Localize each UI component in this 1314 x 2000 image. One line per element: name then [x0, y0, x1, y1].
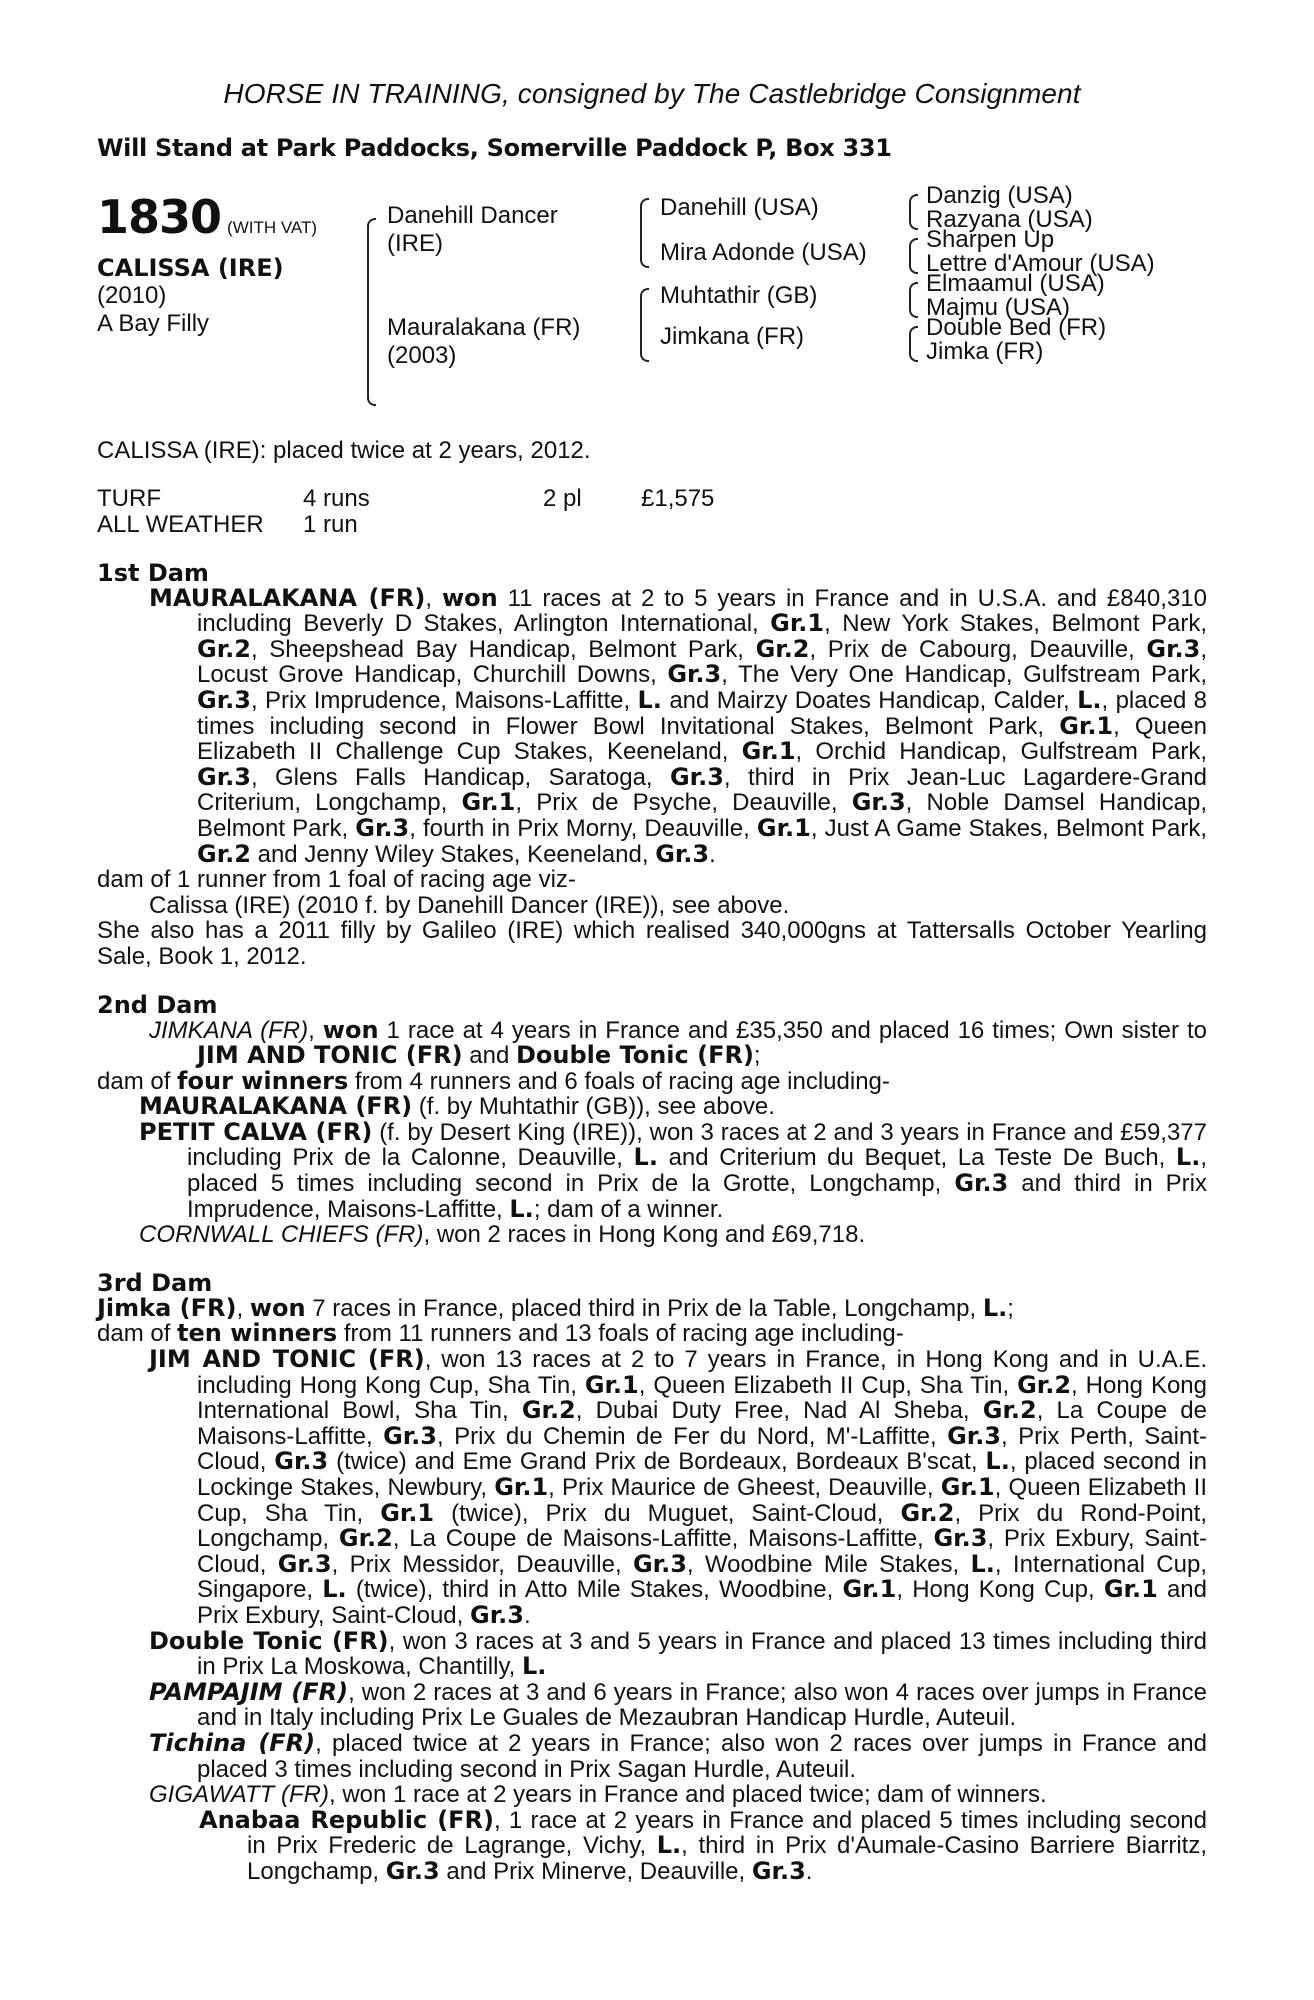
race-grade: Gr.2	[197, 839, 251, 868]
dam2-progeny-3: CORNWALL CHIEFS (FR), won 2 races in Hong Kong and £69,718.	[139, 1221, 866, 1249]
race-text: , placed second in Lockinge Stakes, Newbury,	[197, 1448, 1208, 1501]
race-text: , Prix de Psyche, Deauville,	[515, 789, 852, 817]
stand-location: Will Stand at Park Paddocks, Somerville Paddock P, Box 331	[97, 134, 892, 162]
dam3-dam-of: dam of ten winners from 11 runners and 13 foals of racing age including-	[97, 1319, 904, 1348]
race-text: (twice), Prix du Muguet, Saint-Cloud,	[434, 1499, 901, 1527]
race-grade: Gr.1	[770, 609, 825, 638]
dam1-also: She also has a 2011 filly by Galileo (IRE) which realised 340,000gns at Tattersalls October Yearling Sale, Book 1, 2012.	[97, 917, 1207, 970]
sire-sire: Danehill (USA)	[660, 194, 819, 221]
dam3-heading: 3rd Dam	[97, 1268, 213, 1297]
race-text: and Jenny Wiley Stakes, Keeneland,	[250, 840, 656, 868]
dam-line-brace	[640, 288, 649, 362]
race-grade: Gr.1	[1059, 711, 1114, 740]
dam1-name: MAURALAKANA (FR)	[149, 583, 426, 612]
catalogue-body	[97, 438, 1207, 1885]
race-grade: Gr.3	[197, 685, 251, 714]
race-grade: Gr.3	[851, 788, 906, 817]
dam1-dam-of: dam of 1 runner from 1 foal of racing age viz-	[97, 866, 576, 894]
race-text: , Queen Elizabeth II Cup, Sha Tin,	[638, 1371, 1018, 1399]
race-text: , third in Prix Jean-Luc Lagardere-Grand Criterium, Longchamp,	[197, 763, 1207, 817]
race-text: and Mairzy Doates Handicap, Calder,	[661, 686, 1078, 714]
race-text: , Sheepshead Bay Handicap, Belmont Park,	[250, 635, 756, 663]
race-text: , Just A Game Stakes, Belmont Park,	[810, 814, 1207, 842]
race-grade: L.	[970, 1549, 995, 1578]
race-text: , Prix Maurice de Gheest, Deauville,	[548, 1474, 941, 1501]
race-grade: L.	[637, 685, 662, 714]
race-text: , Noble Damsel Handicap, Belmont Park,	[197, 789, 1207, 842]
gg-brace-2	[909, 238, 918, 274]
dam-dam: Jimkana (FR)	[660, 323, 805, 350]
race-text: , Dubai Duty Free, Nad Al Sheba,	[575, 1397, 983, 1425]
pedigree-brace-top	[367, 218, 376, 313]
race-text: , La Coupe de Maisons-Laffitte, Maisons-Laffitte,	[392, 1525, 934, 1553]
race-text: , Glens Falls Handicap, Saratoga,	[250, 763, 670, 791]
dam2-dam-of: dam of four winners from 4 runners and 6 foals of racing age including-	[97, 1066, 890, 1095]
dam3-jt-text	[197, 1346, 1207, 1629]
gg-dsd: Majmu (USA)	[926, 294, 1071, 321]
dam1-record: MAURALAKANA (FR), won 11 races at 2 to 5 years in France and in U.S.A. and £840,310 including Beverly D Stakes, Arlington International, Gr.1, New York Stakes, Belmont Park, Gr.2, Sheepshead Bay Handicap, Belmont Park, Gr.2, Prix de Cabourg, Deauville, Gr.3, Locust Grove Handicap, Churchill Downs, Gr.3, The Very One Handicap, Gulfstream Park, Gr.3, Prix Imprudence, Maisons-Laffitte, L. and Mairzy Doates Handicap, Calder, L., placed 8 times including second in Flower Bowl Invitational Stakes, Belmont Park, Gr.1, Queen Elizabeth II Challenge Cup Stakes, Keeneland, Gr.1, Orchid Handicap, Gulfstream Park, Gr.3, Glens Falls Handicap, Saratoga, Gr.3, third in Prix Jean-Luc Lagardere-Grand Criterium, Longchamp, Gr.1, Prix de Psyche, Deauville, Gr.3, Noble Damsel Handicap, Belmont Park, Gr.3, fourth in Prix Morny, Deauville, Gr.1, Just A Game Stakes, Belmont Park, Gr.2 and Jenny Wiley Stakes, Keeneland, Gr.3.	[149, 583, 1208, 868]
table-row	[97, 512, 714, 538]
pedigree-brace-bottom	[367, 311, 376, 406]
sire-name: Danehill Dancer	[387, 202, 558, 229]
race-text: , Hong Kong Cup,	[896, 1576, 1104, 1604]
horse-description: A Bay Filly	[97, 310, 210, 337]
race-text: (twice) and Eme Grand Prix de Bordeaux, Bordeaux B'scat,	[328, 1448, 986, 1476]
gg-sdd: Lettre d'Amour (USA)	[926, 250, 1155, 277]
race-grade: Gr.3	[947, 1421, 1002, 1450]
race-grade: Gr.3	[667, 660, 722, 689]
race-grade: Gr.3	[470, 1600, 524, 1629]
race-grade: Gr.1	[494, 1473, 549, 1501]
race-grade: Gr.2	[521, 1396, 576, 1425]
turf-runs: 4 runs	[303, 484, 370, 512]
race-grade: Gr.2	[982, 1396, 1037, 1425]
turf-label: TURF	[97, 484, 161, 512]
gg-ddd: Jimka (FR)	[926, 338, 1044, 365]
race-text: , La Coupe de Maisons-Laffitte,	[197, 1397, 1207, 1450]
dam2-record: JIMKANA (FR), won 1 race at 4 years in France and £35,350 and placed 16 times; Own sister to JIM AND TONIC (FR) and Double Tonic (FR);	[149, 1015, 1207, 1070]
race-grade: Gr.1	[842, 1575, 897, 1604]
race-grade: Gr.1	[940, 1473, 995, 1501]
race-grade: Gr.2	[755, 634, 810, 663]
gg-sds: Sharpen Up	[926, 226, 1055, 253]
race-grade: Gr.1	[741, 737, 796, 766]
race-text: .	[709, 840, 716, 868]
race-text: and Prix Exbury, Saint-Cloud,	[197, 1576, 1207, 1629]
race-text: , Prix du Chemin de Fer du Nord, M'-Laffitte,	[437, 1422, 948, 1450]
race-text: , Prix Exbury, Saint-Cloud,	[197, 1525, 1208, 1578]
race-grade: Gr.3	[197, 762, 251, 791]
dam1-heading: 1st Dam	[97, 558, 209, 587]
race-grade: Gr.1	[1103, 1575, 1158, 1604]
turf-placed: 2 pl	[543, 484, 582, 512]
race-grade: Gr.3	[632, 1549, 687, 1578]
dam3-progeny-1: JIM AND TONIC (FR), won 13 races at 2 to 7 years in France, in Hong Kong and in U.A.E. including Hong Kong Cup, Sha Tin, Gr.1, Queen Elizabeth II Cup, Sha Tin, Gr.2, Hong Kong International Bowl, Sha Tin, Gr.2, Dubai Duty Free, Nad Al Sheba, Gr.2, La Coupe de Maisons-Laffitte, Gr.3, Prix du Chemin de Fer du Nord, M'-Laffitte, Gr.3, Prix Perth, Saint-Cloud, Gr.3 (twice) and Eme Grand Prix de Bordeaux, Bordeaux B'scat, L., placed second in Lockinge Stakes, Newbury, Gr.1, Prix Maurice de Gheest, Deauville, Gr.1, Queen Elizabeth II Cup, Sha Tin, Gr.1 (twice), Prix du Muguet, Saint-Cloud, Gr.2, Prix du Rond-Point, Longchamp, Gr.2, La Coupe de Maisons-Laffitte, Maisons-Laffitte, Gr.3, Prix Exbury, Saint-Cloud, Gr.3, Prix Messidor, Deauville, Gr.3, Woodbine Mile Stakes, L., International Cup, Singapore, L. (twice), third in Atto Mile Stakes, Woodbine, Gr.1, Hong Kong Cup, Gr.1 and Prix Exbury, Saint-Cloud, Gr.3.	[149, 1345, 1208, 1629]
race-grade: L.	[985, 1447, 1010, 1476]
dam-name: Mauralakana (FR)	[387, 314, 581, 341]
race-grade: Gr.3	[355, 813, 410, 842]
gg-dss: Elmaamul (USA)	[926, 270, 1105, 297]
sire-dam: Mira Adonde (USA)	[660, 239, 867, 266]
aw-runs: 1 run	[303, 510, 358, 538]
dam2-progeny-2: PETIT CALVA (FR) (f. by Desert King (IRE)), won 3 races at 2 and 3 years in France and £59,377 including Prix de la Calonne, Deauville, L. and Criterium du Bequet, La Teste De Buch, L., placed 5 times including second in Prix de la Grotte, Longchamp, Gr.3 and third in Prix Imprudence, Maisons-Laffitte, L.; dam of a winner.	[139, 1117, 1208, 1223]
dam2-heading: 2nd Dam	[97, 990, 218, 1019]
race-grade: Gr.3	[1146, 634, 1201, 663]
gg-ssd: Razyana (USA)	[926, 206, 1093, 233]
gg-sss: Danzig (USA)	[926, 182, 1073, 209]
race-text: , Queen Elizabeth II Cup, Sha Tin,	[197, 1474, 1208, 1527]
page-title: HORSE IN TRAINING, consigned by The Castlebridge Consignment	[223, 78, 1081, 109]
race-text: , New York Stakes, Belmont Park,	[824, 610, 1207, 638]
gg-brace-4	[909, 326, 918, 362]
race-grade: Gr.1	[756, 813, 811, 842]
race-text: , placed 8 times including second in Flower Bowl Invitational Stakes, Belmont Park,	[197, 686, 1208, 740]
sire-country: (IRE)	[387, 230, 443, 257]
dam1-text	[197, 585, 1207, 868]
dam3-progeny-5: GIGAWATT (FR), won 1 race at 2 years in France and placed twice; dam of winners.	[149, 1781, 1047, 1809]
gg-brace-3	[909, 282, 918, 318]
dam3-progeny-2: Double Tonic (FR), won 3 races at 3 and 5 years in France and placed 13 times including third in Prix La Moskowa, Chantilly, L.	[149, 1626, 1207, 1681]
dam-year: (2003)	[387, 342, 457, 369]
race-text: , Prix Messidor, Deauville,	[331, 1550, 633, 1578]
race-grade: Gr.1	[461, 788, 516, 817]
aw-label: ALL WEATHER	[97, 510, 264, 538]
dam3-progeny-4: Tichina (FR), placed twice at 2 years in France; also won 2 races over jumps in France and placed 3 times including second in Prix Sagan Hurdle, Auteuil.	[149, 1728, 1207, 1783]
race-grade: L.	[1077, 685, 1102, 714]
dam2-name: JIMKANA (FR)	[149, 1016, 309, 1044]
race-text: , International Cup, Singapore,	[197, 1550, 1207, 1604]
race-grade: Gr.2	[1017, 1370, 1072, 1399]
race-text: , fourth in Prix Morny, Deauville,	[409, 814, 757, 842]
table-row	[97, 486, 714, 512]
race-grade: Gr.3	[383, 1421, 437, 1450]
pedigree-block	[97, 182, 1207, 438]
race-grade: Gr.3	[933, 1524, 988, 1553]
race-record-table	[97, 486, 714, 538]
dam3-record: Jimka (FR), won 7 races in France, placed third in Prix de la Table, Longchamp, L.;	[97, 1293, 1014, 1322]
vat-note: (WITH VAT)	[227, 218, 318, 237]
race-text: , won 13 races at 2 to 7 years in France, in Hong Kong and in U.A.E. including Hong Kong Cup, Sha Tin,	[197, 1346, 1208, 1399]
gg-dds: Double Bed (FR)	[926, 314, 1107, 341]
race-grade: Gr.1	[380, 1498, 435, 1527]
catalogue-page	[97, 78, 1207, 1885]
turf-prize: £1,575	[641, 484, 715, 512]
race-text: , Woodbine Mile Stakes,	[686, 1550, 971, 1578]
dam-sire: Muhtathir (GB)	[660, 282, 818, 309]
race-grade: Gr.2	[197, 634, 251, 663]
horse-name: CALISSA (IRE)	[97, 254, 284, 282]
race-grade: Gr.2	[900, 1498, 955, 1527]
race-text: , Queen Elizabeth II Challenge Cup Stakes, Keeneland,	[197, 712, 1207, 766]
dam3-name: Jimka (FR)	[97, 1293, 237, 1322]
race-text: , Orchid Handicap, Gulfstream Park,	[795, 738, 1207, 766]
race-text: (twice), third in Atto Mile Stakes, Woodbine,	[346, 1576, 843, 1604]
dam2-progeny-1: MAURALAKANA (FR) (f. by Muhtathir (GB)), see above.	[139, 1092, 775, 1121]
gg-brace-1	[909, 194, 918, 230]
dam1-progeny: Calissa (IRE) (2010 f. by Danehill Dancer (IRE)), see above.	[149, 891, 790, 919]
race-text: , Prix du Rond-Point, Longchamp,	[197, 1499, 1208, 1553]
race-grade: Gr.3	[669, 762, 724, 791]
dam3-progeny-3: PAMPAJIM (FR), won 2 races at 3 and 6 years in France; also won 4 races over jumps in France and in Italy including Prix Le Guales de Mezaubran Handicap Hurdle, Auteuil.	[149, 1677, 1207, 1732]
race-text: , Locust Grove Handicap, Churchill Downs,	[197, 635, 1208, 689]
race-grade: L.	[322, 1575, 347, 1604]
race-text: , Prix de Cabourg, Deauville,	[809, 635, 1147, 663]
dam3-grandprogeny-1: Anabaa Republic (FR), 1 race at 2 years in France and placed 5 times including second in Prix Frederic de Lagrange, Vichy, L., third in Prix d'Aumale-Casino Barriere Biarritz, Longchamp, Gr.3 and Prix Minerve, Deauville, Gr.3.	[199, 1805, 1208, 1885]
race-grade: Gr.1	[584, 1370, 639, 1399]
race-text: .	[523, 1601, 531, 1629]
race-grade: Gr.2	[338, 1524, 393, 1553]
race-grade: Gr.3	[277, 1549, 332, 1578]
race-text: , Prix Imprudence, Maisons-Laffitte,	[250, 686, 638, 714]
race-text: , The Very One Handicap, Gulfstream Park,	[721, 661, 1208, 689]
race-text: , Hong Kong International Bowl, Sha Tin,	[197, 1371, 1207, 1425]
lot-number: 1830	[97, 190, 222, 244]
race-summary: CALISSA (IRE): placed twice at 2 years, 2012.	[97, 437, 591, 464]
sire-line-brace	[640, 198, 649, 268]
race-text: , Prix Perth, Saint-Cloud,	[197, 1422, 1207, 1476]
horse-year: (2010)	[97, 282, 167, 309]
race-grade: Gr.3	[655, 839, 710, 868]
race-text: 11 races at 2 to 5 years in France and in U.S.A. and £840,310 including Beverly D Stakes, Arlington International,	[197, 584, 1207, 638]
race-grade: Gr.3	[274, 1447, 329, 1476]
lot-number-line	[97, 190, 317, 244]
